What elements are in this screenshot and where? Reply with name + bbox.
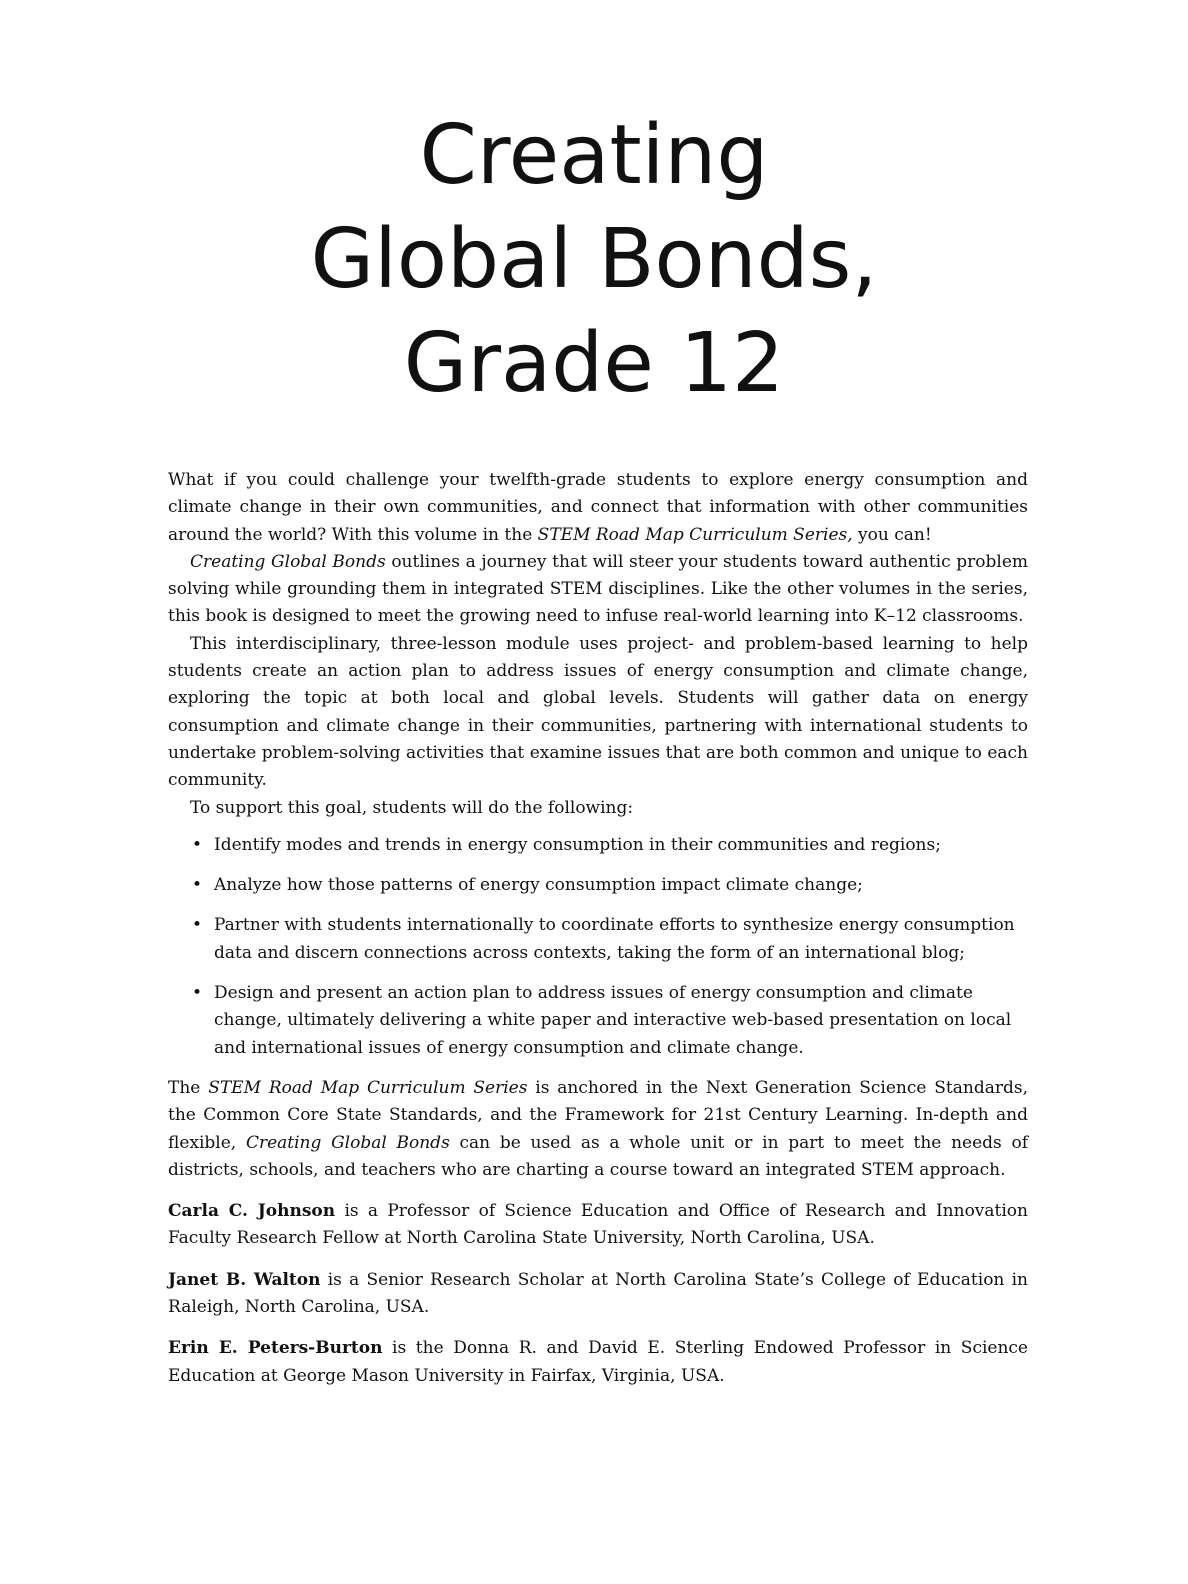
series-name-italic: STEM Road Map Curriculum Series <box>208 1077 528 1098</box>
author-bio-text: is the Donna R. and David E. Sterling Endowed Professor in Science Education at George Mason University in Fairfax, Virginia, USA. <box>168 1338 1028 1386</box>
author-name: Carla C. Johnson <box>168 1201 336 1222</box>
book-title <box>0 104 1188 416</box>
intro-paragraph-1 <box>168 467 1028 549</box>
list-item <box>168 912 1028 967</box>
intro-paragraph-4: To support this goal, students will do the following: <box>190 797 634 818</box>
author-bio-text: is a Professor of Science Education and Office of Research and Innovation Faculty Research Fellow at North Carolina State University, North Carolina, USA. <box>168 1201 1028 1249</box>
bullet-icon: • <box>192 983 203 1004</box>
list-item <box>168 832 1028 859</box>
list-item <box>168 872 1028 899</box>
list-item-text: Design and present an action plan to address issues of energy consumption and climate change, ultimately delivering a white paper and interactive web-based presentation on local and international issues of energy consumption and climate change. <box>214 983 1012 1058</box>
author-bio-peters-burton <box>168 1335 1028 1390</box>
author-name: Janet B. Walton <box>168 1269 321 1290</box>
intro-p2-text: outlines a journey that will steer your students toward authentic problem solving while grounding them in integrated STEM disciplines. Like the other volumes in the series, this book is designed to meet the growing need to infuse real-world learning into K–12 classrooms. <box>168 551 1029 627</box>
intro-p1-text-a: What if you could challenge your twelfth-grade students to explore energy consumption and climate change in their own communities, and connect that information with other communities around the world? With this volume in the <box>168 470 1028 545</box>
author-bio-walton <box>168 1267 1028 1322</box>
title-line-3: Grade 12 <box>403 316 785 411</box>
bullet-icon: • <box>192 915 203 936</box>
list-item <box>168 980 1028 1062</box>
goals-list <box>168 832 1028 1062</box>
list-item-text: Identify modes and trends in energy consumption in their communities and regions; <box>214 834 941 855</box>
title-line-1: Creating <box>419 108 769 203</box>
intro-p1-text-b: you can! <box>852 524 932 545</box>
book-name-italic: Creating Global Bonds <box>190 551 386 572</box>
series-text-a: The <box>168 1077 209 1098</box>
author-bio-text: is a Senior Research Scholar at North Carolina State’s College of Education in Raleigh, North Carolina, USA. <box>168 1269 1028 1318</box>
list-item-text: Partner with students internationally to coordinate efforts to synthesize energy consumption data and discern connections across contexts, taking the form of an international blog; <box>214 915 1015 963</box>
author-bio-johnson <box>168 1198 1028 1253</box>
bullet-icon: • <box>192 875 203 896</box>
intro-paragraph-3: This interdisciplinary, three-lesson module uses project- and problem-based learning to help students create an action plan to address issues of energy consumption and climate change, exploring the topic at both local and global levels. Students will gather data on energy consumption and climate change in their communities, partnering with international students to undertake problem-solving activities that examine issues that are both common and unique to each community. <box>168 633 1028 791</box>
series-paragraph <box>168 1075 1028 1184</box>
series-name-italic: STEM Road Map Curriculum Series, <box>537 524 853 545</box>
title-line-2: Global Bonds, <box>310 212 878 307</box>
author-name: Erin E. Peters-Burton <box>168 1338 383 1359</box>
book-name-italic: Creating Global Bonds <box>245 1132 450 1153</box>
list-item-text: Analyze how those patterns of energy consumption impact climate change; <box>214 875 863 896</box>
intro-paragraph-2 <box>168 549 1028 631</box>
bullet-icon: • <box>192 834 203 855</box>
series-text-b: is anchored in the Next Generation Science Standards, the Common Core State Standards, and the Framework for 21st Century Learning. In-depth and flexible, <box>168 1077 1028 1153</box>
body-content <box>168 467 1028 1390</box>
series-text-c: can be used as a whole unit or in part to meet the needs of districts, schools, and teachers who are charting a course toward an integrated STEM approach. <box>168 1132 1028 1180</box>
